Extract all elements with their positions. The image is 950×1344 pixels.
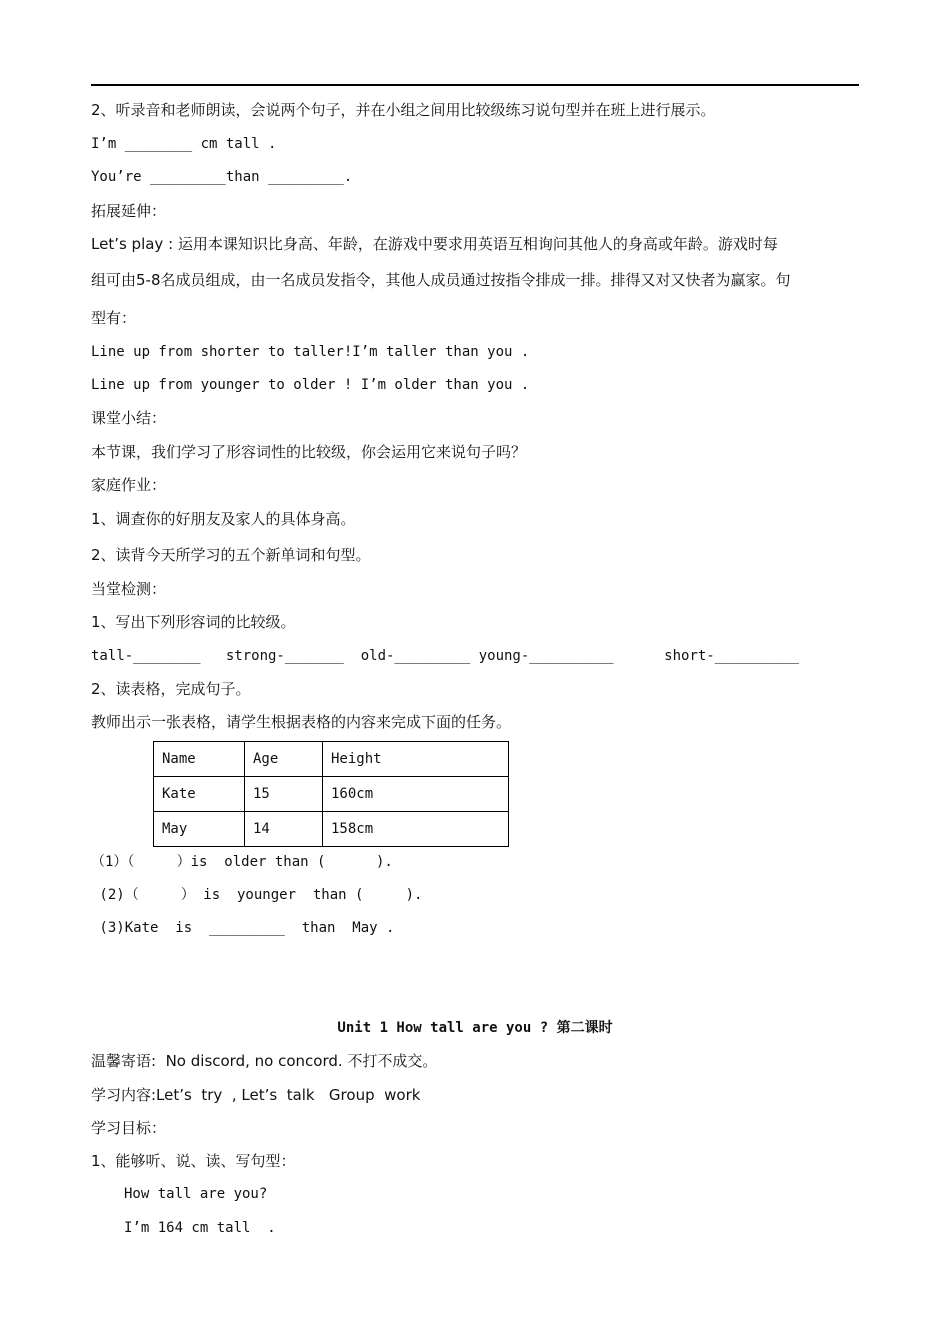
- text-line: 1、写出下列形容词的比较级。: [91, 613, 296, 631]
- table-cell: Kate: [154, 777, 245, 812]
- table-cell: 158cm: [323, 812, 509, 847]
- text-line: 温馨寄语: No discord, no concord. 不打不成交。: [91, 1052, 438, 1070]
- text-line: tall-________ strong-_______ old-_________ young-__________ short-__________: [91, 648, 800, 664]
- data-table: [153, 741, 509, 847]
- text-line: Line up from younger to older ! I’m older than you .: [91, 377, 530, 393]
- text-line: 1、能够听、说、读、写句型：: [91, 1152, 296, 1170]
- table-cell: 160cm: [323, 777, 509, 812]
- table-cell: 15: [245, 777, 323, 812]
- text-line: 1、调查你的好朋友及家人的具体身高。: [91, 510, 356, 528]
- table-header-row: [154, 742, 509, 777]
- text-line: How tall are you?: [124, 1186, 268, 1202]
- table-header-cell: Height: [323, 742, 509, 777]
- lesson-title: Unit 1 How tall are you ? 第二课时: [337, 1020, 613, 1036]
- table-row: [154, 812, 509, 847]
- exercise-line: (3)Kate is _________ than May .: [91, 920, 395, 936]
- table-row: [154, 777, 509, 812]
- exercise-line: (2)（ ） is younger than ( ).: [91, 887, 423, 903]
- text-line: I’m 164 cm tall .: [124, 1220, 276, 1236]
- header-rule: [91, 84, 859, 86]
- text-line: 本节课，我们学习了形容词性的比较级，你会运用它来说句子吗？: [91, 443, 527, 461]
- text-line: 2、听录音和老师朗读，会说两个句子，并在小组之间用比较级练习说句型并在班上进行展示。: [91, 101, 716, 119]
- exercise-line: （1）（ ）is older than ( ).: [91, 854, 393, 870]
- text-line: 型有：: [91, 309, 137, 327]
- text-line: 2、读表格，完成句子。: [91, 680, 251, 698]
- section-heading: 课堂小结：: [91, 409, 167, 427]
- table-cell: May: [154, 812, 245, 847]
- text-line: 教师出示一张表格，请学生根据表格的内容来完成下面的任务。: [91, 713, 512, 731]
- text-line: Line up from shorter to taller!I’m taller than you .: [91, 344, 530, 360]
- text-line: You’re _________than _________.: [91, 169, 353, 185]
- text-line: 组可由5-8名成员组成，由一名成员发指令，其他人成员通过按指令排成一排。排得又对又快者为赢家。句: [91, 271, 791, 289]
- table-cell: 14: [245, 812, 323, 847]
- table-header-cell: Name: [154, 742, 245, 777]
- text-line: 2、读背今天所学习的五个新单词和句型。: [91, 546, 371, 564]
- text-line: 学习内容:Let’s try , Let’s talk Group work: [91, 1086, 421, 1104]
- text-line: Let’s play : 运用本课知识比身高、年龄，在游戏中要求用英语互相询问其他人的身高或年龄。游戏时每: [91, 235, 778, 253]
- section-heading: 家庭作业：: [91, 476, 167, 494]
- section-heading: 学习目标：: [91, 1119, 167, 1137]
- table-header-cell: Age: [245, 742, 323, 777]
- section-heading: 拓展延伸：: [91, 202, 167, 220]
- section-heading: 当堂检测：: [91, 580, 167, 598]
- text-line: I’m ________ cm tall .: [91, 136, 277, 152]
